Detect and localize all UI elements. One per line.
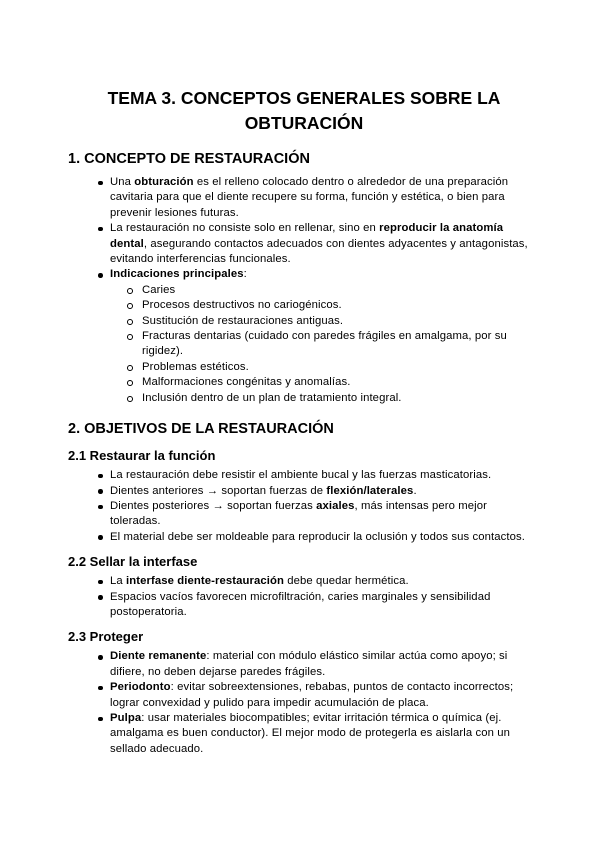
text: Caries xyxy=(142,283,176,296)
section-heading-sellar-la-interfase: 2.2 Sellar la interfase xyxy=(68,554,198,570)
list-item xyxy=(68,574,540,589)
text: La restauración no consiste solo en rellenar, sino en xyxy=(110,222,380,235)
text: La restauración debe resistir el ambiente bucal y las fuerzas masticatorias. xyxy=(110,469,492,482)
text: . xyxy=(413,484,417,497)
bold-text: Pulpa xyxy=(110,711,142,724)
text: Dientes anteriores → soportan fuerzas de xyxy=(110,484,327,497)
bold-text: reproducir la anatomía dental xyxy=(110,222,504,250)
section-heading-proteger: 2.3 Proteger xyxy=(68,629,144,645)
text: Sustitución de restauraciones antiguas. xyxy=(142,314,344,327)
bold-text: flexión/laterales xyxy=(326,484,414,497)
text: , asegurando contactos adecuados con dientes adyacentes y antagonistas, evitando interferencias funcionales. xyxy=(110,237,528,266)
section-heading-objetivos-de-la-restauracion: 2. OBJETIVOS DE LA RESTAURACIÓN xyxy=(68,421,334,438)
text: Procesos destructivos no cariogénicos. xyxy=(142,299,342,312)
text: es el relleno colocado dentro o alrededor de una preparación cavitaria para que el diente recupere su forma, función y estética, o bien para prevenir lesiones futuras. xyxy=(110,176,509,219)
list-item xyxy=(68,711,540,757)
text: Malformaciones congénitas y anomalías. xyxy=(142,376,351,389)
bullet-disc-icon xyxy=(98,273,103,278)
list-item xyxy=(68,649,540,680)
bullet-disc-icon xyxy=(98,535,103,540)
bullet-circle-icon xyxy=(127,365,133,371)
bullet-list xyxy=(68,468,540,545)
bullet-disc-icon xyxy=(98,489,103,494)
list-item xyxy=(68,360,540,375)
list-item xyxy=(68,530,540,545)
bullet-list xyxy=(68,175,540,406)
bullet-circle-icon xyxy=(127,288,133,294)
text: La xyxy=(110,575,127,588)
bold-text: Indicaciones principales xyxy=(110,268,244,281)
bullet-disc-icon xyxy=(98,474,103,479)
bullet-disc-icon xyxy=(98,580,103,585)
bullet-disc-icon xyxy=(98,655,103,660)
text: Dientes posteriores → soportan fuerzas xyxy=(110,499,317,512)
bullet-circle-icon xyxy=(127,396,133,402)
text: Una xyxy=(110,176,135,188)
list-item xyxy=(68,314,540,329)
text: : material con módulo elástico similar actúa como apoyo; si difiere, no deben dejarse paredes frágiles. xyxy=(110,650,508,678)
list-item xyxy=(68,329,540,360)
bullet-circle-icon xyxy=(127,334,133,340)
bullet-disc-icon xyxy=(98,227,103,232)
section-heading-restaurar-la-funcion: 2.1 Restaurar la función xyxy=(68,448,216,464)
bold-text: Periodonto xyxy=(110,681,171,694)
page-title-line-2: OBTURACIÓN xyxy=(244,113,364,133)
bullet-list xyxy=(68,649,540,757)
text: Problemas estéticos. xyxy=(142,360,249,373)
text: Fracturas dentarias (cuidado con paredes frágiles en amalgama, por su rigidez). xyxy=(142,330,507,358)
list-item xyxy=(68,680,540,711)
text: El material debe ser moldeable para reproducir la oclusión y todos sus contactos. xyxy=(110,530,526,543)
list-item xyxy=(68,391,540,406)
list-item xyxy=(68,221,540,267)
bullet-disc-icon xyxy=(98,717,103,722)
bullet-circle-icon xyxy=(127,303,133,309)
section-heading-concepto-de-restauracion: 1. CONCEPTO DE RESTAURACIÓN xyxy=(68,151,310,167)
list-item xyxy=(68,499,540,530)
list-item xyxy=(68,298,540,313)
list-item xyxy=(68,283,540,298)
document-sections xyxy=(68,150,540,757)
text: , más intensas pero mejor toleradas. xyxy=(110,499,487,528)
bullet-circle-icon xyxy=(127,380,133,386)
text: : usar materiales biocompatibles; evitar irritación térmica o química (ej. amalgama es buen conductor). El mejor modo de protegerla es aislarla con un sellado adecuado. xyxy=(110,711,510,755)
list-item xyxy=(68,590,540,621)
bullet-circle-icon xyxy=(127,319,133,325)
list-item xyxy=(68,375,540,390)
bullet-disc-icon xyxy=(98,686,103,691)
list-item xyxy=(68,267,540,282)
bold-text: axiales xyxy=(316,499,355,512)
bullet-disc-icon xyxy=(98,181,103,186)
bold-text: interfase diente-restauración xyxy=(126,575,284,588)
bold-text: obturación xyxy=(134,176,194,188)
list-item xyxy=(68,175,540,221)
page-title-line-1: TEMA 3. CONCEPTOS GENERALES SOBRE LA xyxy=(107,88,501,108)
bullet-list xyxy=(68,574,540,620)
list-item xyxy=(68,484,540,499)
list-item xyxy=(68,468,540,483)
page-title xyxy=(68,86,540,136)
text: Inclusión dentro de un plan de tratamiento integral. xyxy=(142,391,402,404)
text: : evitar sobreextensiones, rebabas, puntos de contacto incorrectos; lograr convexidad y pulido para impedir acumulación de placa. xyxy=(110,681,514,709)
text: : xyxy=(243,268,247,281)
bullet-disc-icon xyxy=(98,595,103,600)
bullet-disc-icon xyxy=(98,505,103,510)
text: debe quedar hermética. xyxy=(283,575,409,588)
bold-text: Diente remanente xyxy=(110,650,207,663)
text: Espacios vacíos favorecen microfiltración, caries marginales y sensibilidad postoperatoria. xyxy=(110,590,491,618)
